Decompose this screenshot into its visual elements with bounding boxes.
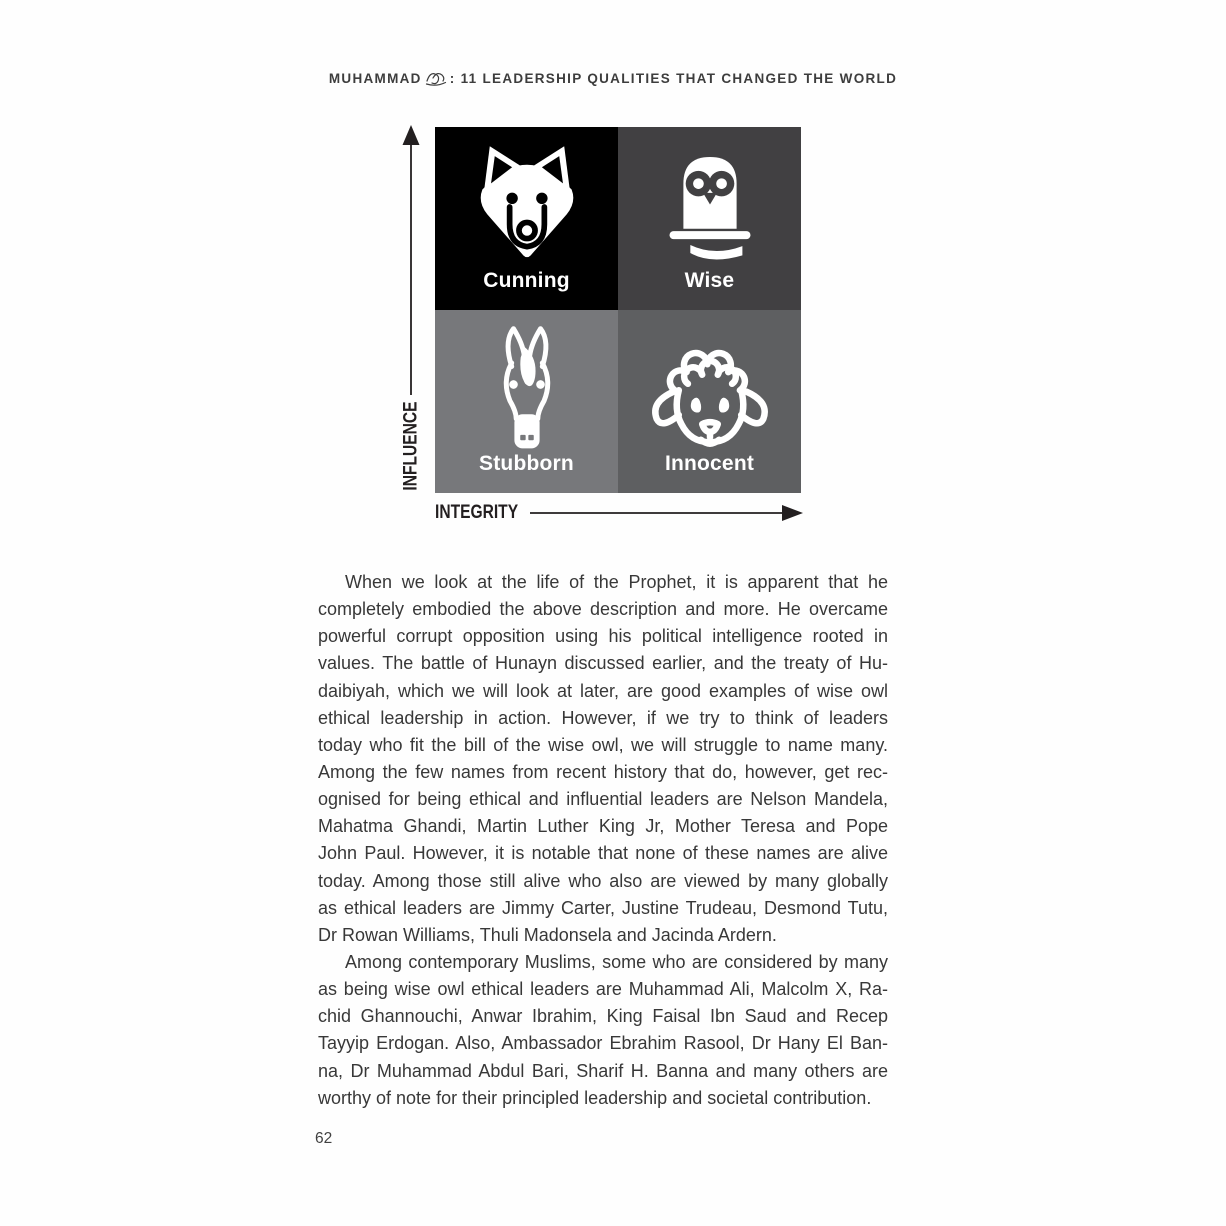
text-line: today. Among those still alive who also are viewed by many globally <box>318 870 888 891</box>
quadrant-stubborn <box>435 310 618 493</box>
text-line: chid Ghannouchi, Anwar Ibrahim, King Faisal Ibn Saud and Recep <box>318 1006 888 1027</box>
leadership-matrix <box>435 127 801 493</box>
pbuh-calligraphy-icon <box>425 69 447 89</box>
text-line: worthy of note for their principled leadership and societal contribution. <box>318 1087 872 1108</box>
text-line: Among contemporary Muslims, some who are considered by many <box>345 951 888 972</box>
x-axis-label: INTEGRITY <box>435 502 519 523</box>
quadrant-label: Innocent <box>664 452 755 475</box>
text-line: as being wise owl ethical leaders are Muhammad Ali, Malcolm X, Ra- <box>318 979 888 1000</box>
running-header-prefix: MUHAMMAD <box>328 71 422 86</box>
text-line: Among the few names from recent history that do, however, get rec- <box>318 761 888 782</box>
owl-icon <box>652 142 768 260</box>
horse-icon <box>482 321 572 457</box>
text-line: na, Dr Muhammad Abdul Bari, Sharif H. Banna and many others are <box>318 1060 888 1081</box>
body-text <box>318 569 888 1112</box>
influence-axis-arrow <box>398 125 424 397</box>
quadrant-label: Wise <box>684 269 735 292</box>
sheep-icon <box>645 329 775 449</box>
text-line: Tayyip Erdogan. Also, Ambassador Ebrahim Rasool, Dr Hany El Ban- <box>318 1033 888 1054</box>
text-line: daibiyah, which we will look at later, are good examples of wise owl <box>318 680 888 701</box>
quadrant-wise <box>618 127 801 310</box>
quadrant-cunning <box>435 127 618 310</box>
text-line: Mahatma Ghandi, Martin Luther King Jr, Mother Teresa and Pope <box>318 816 888 837</box>
text-line: values. The battle of Hunayn discussed earlier, and the treaty of Hu- <box>318 653 888 674</box>
quadrant-label: Cunning <box>483 269 570 292</box>
running-header-suffix: : 11 LEADERSHIP QUALITIES THAT CHANGED THE WORLD <box>449 71 898 86</box>
quadrant-innocent <box>618 310 801 493</box>
text-line: ethical leadership in action. However, if we try to think of leaders <box>318 707 888 728</box>
text-line: ognised for being ethical and influential leaders are Nelson Mandela, <box>318 789 888 810</box>
text-line: Dr Rowan Williams, Thuli Madonsela and Jacinda Ardern. <box>318 924 777 945</box>
text-line: powerful corrupt opposition using his political intelligence rooted in <box>318 626 888 647</box>
y-axis-label: INFLUENCE <box>400 401 422 491</box>
quadrant-label: Stubborn <box>479 452 574 475</box>
text-line: When we look at the life of the Prophet, it is apparent that he <box>345 572 888 592</box>
integrity-axis-arrow <box>528 504 804 522</box>
text-line: as ethical leaders are Jimmy Carter, Justine Trudeau, Desmond Tutu, <box>318 897 888 918</box>
text-line: today who fit the bill of the wise owl, we will struggle to name many. <box>318 734 888 755</box>
wolf-icon <box>465 140 589 264</box>
text-line: John Paul. However, it is notable that none of these names are alive <box>318 843 888 864</box>
text-line: completely embodied the above description and more. He overcame <box>318 599 888 620</box>
x-axis <box>435 501 804 525</box>
page-number: 62 <box>315 1130 333 1147</box>
running-header <box>13 69 1213 89</box>
